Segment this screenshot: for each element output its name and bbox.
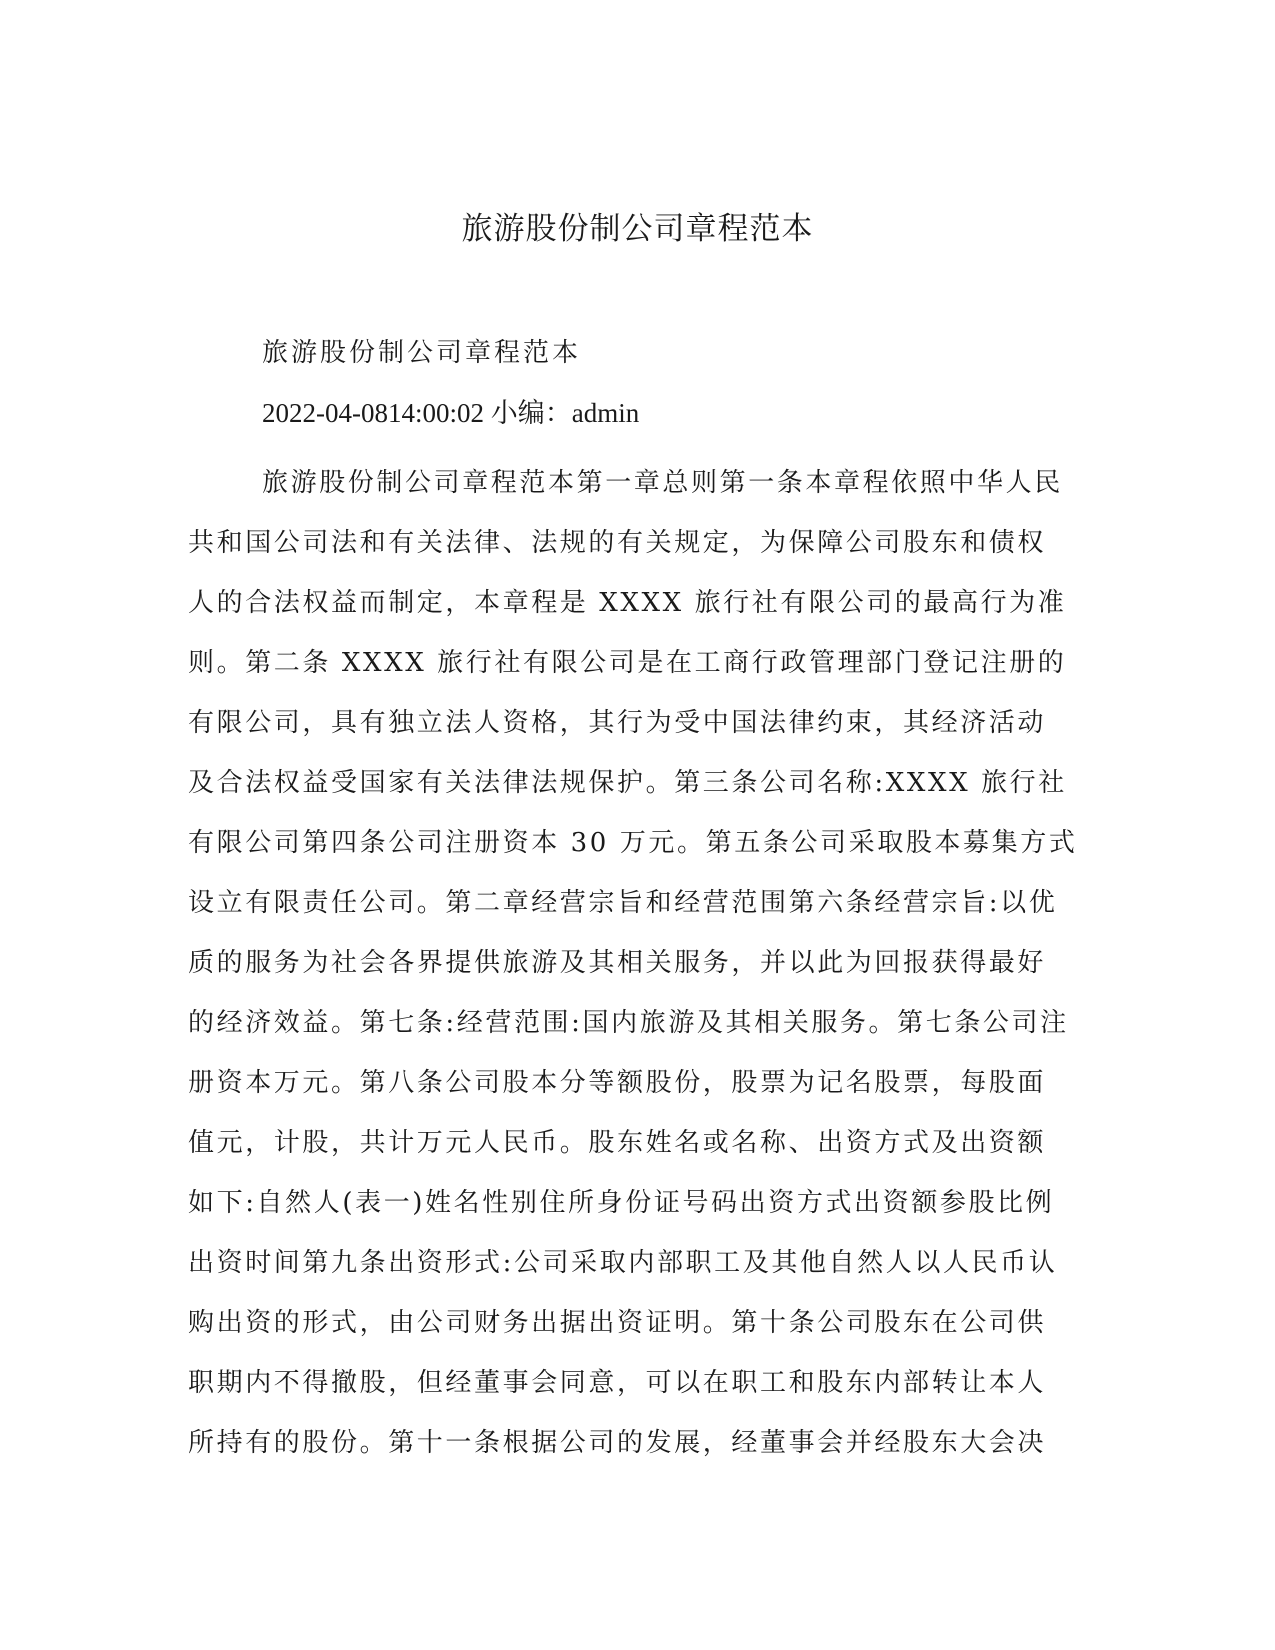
body-line: 的经济效益。第七条:经营范围:国内旅游及其相关服务。第七条公司注 — [188, 1008, 1069, 1038]
publish-meta: 2022-04-0814:00:02 小编：admin — [262, 398, 640, 428]
body-line: 旅游股份制公司章程范本第一章总则第一条本章程依照中华人民 — [262, 468, 1063, 498]
body-line: 出资时间第九条出资形式:公司采取内部职工及其他自然人以人民币认 — [188, 1248, 1058, 1278]
body-line: 值元，计股，共计万元人民币。股东姓名或名称、出资方式及出资额 — [188, 1128, 1047, 1158]
body-line: 如下:自然人(表一)姓名性别住所身份证号码出资方式出资额参股比例 — [188, 1188, 1055, 1218]
body-line: 则。第二条 XXXX 旅行社有限公司是在工商行政管理部门登记注册的 — [188, 648, 1067, 678]
body-line: 有限公司，具有独立法人资格，其行为受中国法律约束，其经济活动 — [188, 708, 1047, 738]
body-line: 有限公司第四条公司注册资本 30 万元。第五条公司采取股本募集方式 — [188, 828, 1078, 858]
body-line: 设立有限责任公司。第二章经营宗旨和经营范围第六条经营宗旨:以优 — [188, 888, 1058, 918]
body-line: 册资本万元。第八条公司股本分等额股份，股票为记名股票，每股面 — [188, 1068, 1047, 1098]
body-line: 所持有的股份。第十一条根据公司的发展，经董事会并经股东大会决 — [188, 1428, 1047, 1458]
page-title: 旅游股份制公司章程范本 — [461, 211, 814, 247]
body-line: 购出资的形式，由公司财务出据出资证明。第十条公司股东在公司供 — [188, 1308, 1047, 1338]
body-line: 质的服务为社会各界提供旅游及其相关服务，并以此为回报获得最好 — [188, 948, 1047, 978]
body-line: 人的合法权益而制定，本章程是 XXXX 旅行社有限公司的最高行为准 — [188, 588, 1067, 618]
body-text — [188, 453, 1088, 1473]
body-line: 共和国公司法和有关法律、法规的有关规定，为保障公司股东和债权 — [188, 528, 1047, 558]
body-line: 职期内不得撤股，但经董事会同意，可以在职工和股东内部转让本人 — [188, 1368, 1047, 1398]
body-line: 及合法权益受国家有关法律法规保护。第三条公司名称:XXXX 旅行社 — [188, 768, 1067, 798]
document-subtitle: 旅游股份制公司章程范本 — [262, 338, 582, 368]
